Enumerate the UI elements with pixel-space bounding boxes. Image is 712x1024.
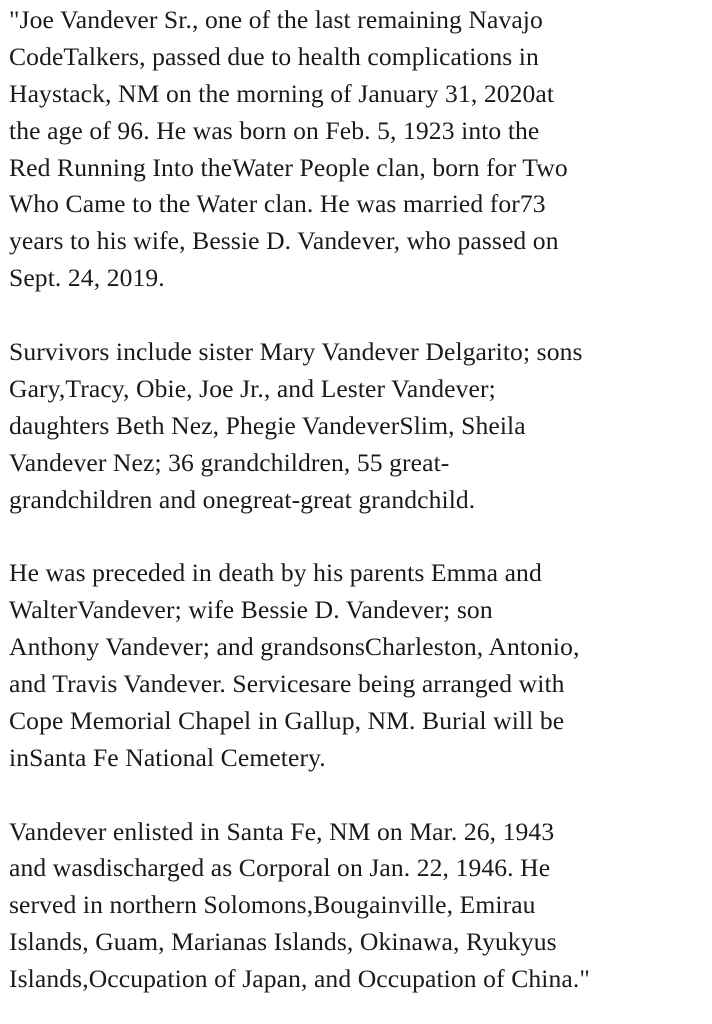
- paragraph-preceded-in-death: [9, 555, 709, 776]
- text-line: and Travis Vandever. Servicesare being arranged with: [9, 669, 565, 699]
- text-line: years to his wife, Bessie D. Vandever, who passed on: [9, 226, 559, 256]
- text-line: Sept. 24, 2019.: [9, 263, 165, 293]
- text-line: inSanta Fe National Cemetery.: [9, 742, 326, 772]
- text-line: Survivors include sister Mary Vandever Delgarito; sons: [9, 337, 583, 367]
- paragraph-military-service: [9, 814, 709, 998]
- text-line: Red Running Into theWater People clan, born for Two: [9, 152, 568, 182]
- text-line: Cope Memorial Chapel in Gallup, NM. Burial will be: [9, 705, 565, 735]
- paragraph-survivors: [9, 334, 709, 518]
- text-line: Gary,Tracy, Obie, Joe Jr., and Lester Vandever;: [9, 373, 496, 403]
- text-line: Haystack, NM on the morning of January 31, 2020at: [9, 78, 555, 108]
- text-line: Islands,Occupation of Japan, and Occupation of China.": [9, 964, 590, 994]
- text-line: grandchildren and onegreat-great grandchild.: [9, 484, 476, 514]
- text-line: Islands, Guam, Marianas Islands, Okinawa, Ryukyus: [9, 927, 557, 957]
- text-line: daughters Beth Nez, Phegie VandeverSlim, Sheila: [9, 410, 526, 440]
- text-line: He was preceded in death by his parents Emma and: [9, 558, 542, 588]
- text-line: and wasdischarged as Corporal on Jan. 22, 1946. He: [9, 853, 551, 883]
- paragraph-biography: [9, 2, 709, 297]
- paragraph-spacer: [9, 518, 709, 555]
- text-line: "Joe Vandever Sr., one of the last remaining Navajo: [9, 5, 543, 34]
- text-line: CodeTalkers, passed due to health complications in: [9, 41, 539, 71]
- paragraph-spacer: [9, 297, 709, 334]
- text-line: served in northern Solomons,Bougainville, Emirau: [9, 890, 536, 920]
- text-line: Vandever Nez; 36 grandchildren, 55 great-: [9, 447, 450, 477]
- text-line: WalterVandever; wife Bessie D. Vandever; son: [9, 595, 493, 625]
- paragraph-spacer: [9, 777, 709, 814]
- text-line: Vandever enlisted in Santa Fe, NM on Mar. 26, 1943: [9, 816, 555, 846]
- text-line: Who Came to the Water clan. He was married for73: [9, 189, 546, 219]
- text-line: Anthony Vandever; and grandsonsCharleston, Antonio,: [9, 632, 580, 662]
- obituary-text: [9, 2, 709, 998]
- text-line: the age of 96. He was born on Feb. 5, 1923 into the: [9, 115, 540, 145]
